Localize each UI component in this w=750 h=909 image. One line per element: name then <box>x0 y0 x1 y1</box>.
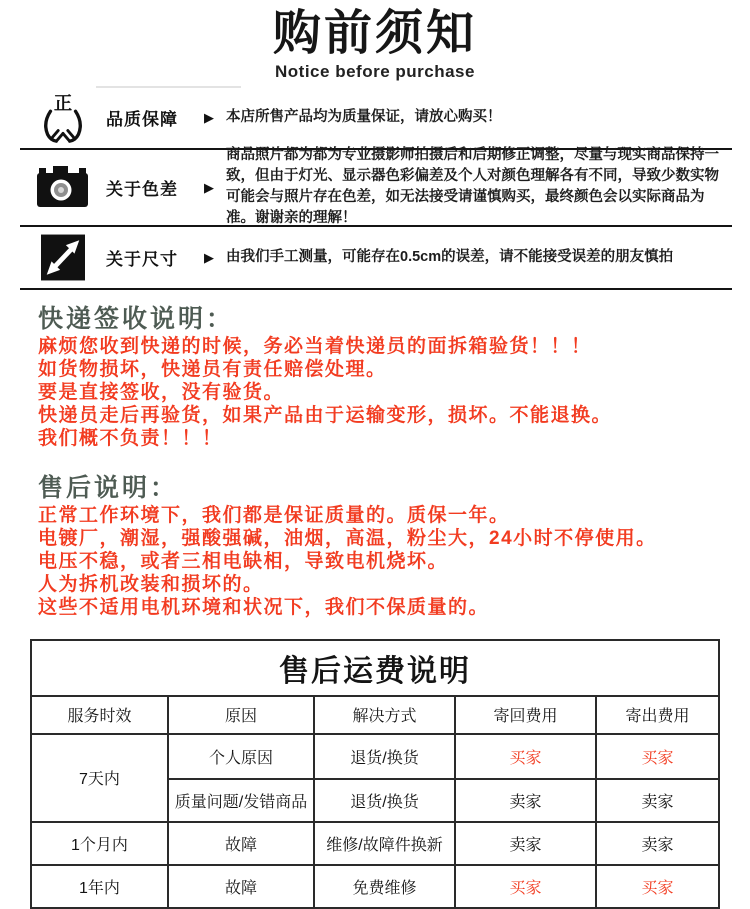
quality-hands-icon <box>20 92 106 144</box>
table-row <box>31 734 719 779</box>
aftersale-line: 电镀厂，潮湿，强酸强碱，油烟，高温，粉尘大，24小时不停使用。 <box>38 527 657 549</box>
column-header-return: 寄回费用 <box>455 696 596 734</box>
table-row <box>31 865 719 908</box>
page-title: 购前须知 <box>272 7 477 60</box>
cell-reason: 质量问题/发错商品 <box>168 779 314 822</box>
triangle-bullet-icon: ▶ <box>204 179 214 195</box>
delivery-line: 快递员走后再验货，如果产品由于运输变形，损坏。不能退换。 <box>38 404 613 426</box>
cell-send-fee: 买家 <box>596 734 719 779</box>
freight-table <box>30 639 720 909</box>
svg-text:正: 正 <box>53 92 73 114</box>
aftersale-line: 电压不稳，或者三相电缺相，导致电机烧坏。 <box>38 550 449 572</box>
notice-row-quality <box>20 88 732 150</box>
cell-reason: 故障 <box>168 865 314 908</box>
column-header-period: 服务时效 <box>31 696 168 734</box>
delivery-line: 麻烦您收到快递的时候，务必当着快递员的面拆箱验货！！！ <box>38 335 592 357</box>
title-block <box>0 0 750 82</box>
notice-text: 本店所售产品均为质量保证，请放心购买！ <box>226 109 502 126</box>
aftersale-section <box>38 472 750 619</box>
cell-send-fee: 卖家 <box>596 822 719 865</box>
triangle-bullet-icon: ▶ <box>204 249 214 265</box>
notice-row-color <box>20 147 732 227</box>
delivery-line: 要是直接签收，没有验货。 <box>38 381 285 403</box>
cell-return-fee: 买家 <box>455 865 596 908</box>
cell-solution: 退货/换货 <box>314 734 455 779</box>
cell-period: 1年内 <box>31 865 168 908</box>
table-row <box>31 822 719 865</box>
cell-period: 1个月内 <box>31 822 168 865</box>
aftersale-line: 人为拆机改装和损坏的。 <box>38 573 264 595</box>
delivery-line: 如货物损坏，快递员有责任赔偿处理。 <box>38 358 387 380</box>
cell-reason: 故障 <box>168 822 314 865</box>
notice-row-size <box>20 227 732 290</box>
column-header-reason: 原因 <box>168 696 314 734</box>
delivery-section <box>38 303 750 450</box>
column-header-send: 寄出费用 <box>596 696 719 734</box>
cell-solution: 维修/故障件换新 <box>314 822 455 865</box>
measure-arrow-icon <box>20 234 106 281</box>
freight-table-title: 售后运费说明 <box>31 640 719 696</box>
triangle-bullet-icon: ▶ <box>204 110 214 126</box>
notice-text: 由我们手工测量，可能存在0.5cm的误差，请不能接受误差的朋友慎拍 <box>226 248 674 265</box>
cell-solution: 免费维修 <box>314 865 455 908</box>
delivery-line: 我们概不负责！！！ <box>38 427 223 449</box>
aftersale-section-heading: 售后说明： <box>38 473 179 502</box>
cell-period: 7天内 <box>31 734 168 822</box>
notice-label: 关于色差 <box>106 179 178 199</box>
aftersale-line: 这些不适用电机环境和状况下，我们不保质量的。 <box>38 596 490 618</box>
cell-return-fee: 卖家 <box>455 779 596 822</box>
delivery-section-heading: 快递签收说明： <box>38 304 235 333</box>
cell-return-fee: 买家 <box>455 734 596 779</box>
page-subtitle: Notice before purchase <box>275 61 475 81</box>
cell-return-fee: 卖家 <box>455 822 596 865</box>
cell-solution: 退货/换货 <box>314 779 455 822</box>
notice-list <box>20 88 732 290</box>
camera-icon <box>20 164 106 210</box>
cell-send-fee: 卖家 <box>596 779 719 822</box>
cell-send-fee: 买家 <box>596 865 719 908</box>
notice-label: 关于尺寸 <box>106 249 178 269</box>
notice-text: 商品照片都为都为专业摄影师拍摄后和后期修正调整，尽量与现实商品保持一致，但由于灯光、显示器色彩偏差及个人对颜色理解各有不同，导致少数实物 可能会与照片存在色差，如无法接受请谨慎购买，最终颜色会以实际商品为准。谢谢亲的理解！ <box>226 147 719 227</box>
notice-label: 品质保障 <box>106 110 178 130</box>
aftersale-line: 正常工作环境下，我们都是保证质量的。质保一年。 <box>38 504 510 526</box>
column-header-solution: 解决方式 <box>314 696 455 734</box>
cell-reason: 个人原因 <box>168 734 314 779</box>
